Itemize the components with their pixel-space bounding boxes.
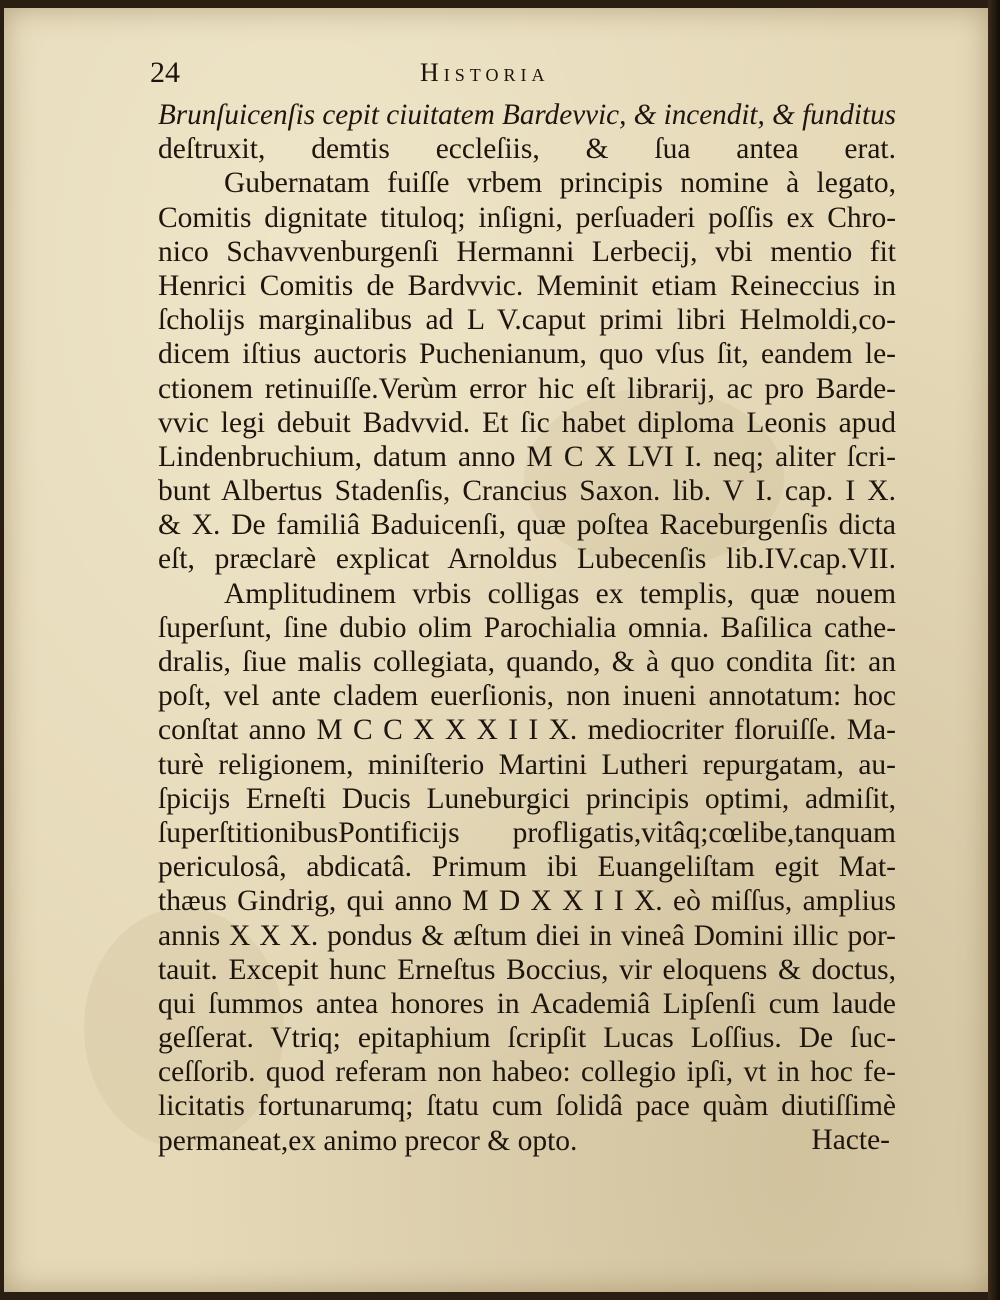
text-line: thæus Gindrig, qui anno M D X X I I X. eò miſſus, amplius (158, 885, 896, 918)
text-line: Brunſuicenſis cepit ciuitatem Bardevvic, & incendit, & funditus (158, 99, 897, 131)
text-line: vvic legi debuit Badvvid. Et ſic habet diploma Leonis apud (158, 406, 896, 439)
text-line: qui ſummos antea honores in Academiâ Lipſenſi cum laude (158, 987, 897, 1020)
text-line: periculosâ, abdicatâ. Primum ibi Euangeliſtam egit Mat- (158, 851, 896, 884)
text-line: & X. De familiâ Baduicenſi, quæ poſtea Raceburgenſis dicta (158, 509, 896, 542)
text-line: Lindenbruchium, datum anno M C X LVI I. neq; aliter ſcri- (158, 440, 896, 473)
text-line: Henrici Comitis de Bardvvic. Meminit etiam Reineccius in (158, 269, 896, 302)
text-line: ſuperſtitionibusPontificijs profligatis,vitâq;cœlibe,tanquam (158, 816, 896, 849)
text-line: bunt Albertus Stadenſis, Crancius Saxon. lib. V I. cap. I X. (158, 475, 896, 508)
text-line: dicem iſtius auctoris Puchenianum, quo vſus ſit, eandem le- (158, 338, 896, 371)
text-line: geſſerat. Vtriq; epitaphium ſcripſit Lucas Loſſius. De ſuc- (158, 1022, 897, 1055)
text-line: turè religionem, miniſterio Martini Lutheri repurgatam, au- (158, 748, 897, 781)
text-line: poſt, vel ante cladem euerſionis, non inueni annotatum: hoc (158, 680, 897, 713)
text-line: licitatis fortunarumq; ſtatu cum ſolidâ pace quàm diutiſſimè (158, 1090, 897, 1123)
text-line: permaneat,ex animo precor & opto. (158, 1124, 578, 1157)
body-text (158, 98, 896, 1158)
page-number: 24 (150, 56, 180, 89)
text-line: Comitis dignitate tituloq; inſigni, perſuaderi poſſis ex Chro- (158, 201, 897, 234)
text-line: tauit. Excepit hunc Erneſtus Boccius, vir eloquens & doctus, (158, 953, 897, 986)
text-line: ſpicijs Erneſti Ducis Luneburgici principis optimi, admiſit, (158, 782, 896, 815)
text-line: annis X X X. pondus & æſtum diei in vineâ Domini illic por- (158, 919, 896, 952)
text-line: conſtat anno M C C X X X I I X. mediocriter floruiſſe. Ma- (158, 714, 896, 747)
page-header (150, 56, 890, 96)
text-line: dralis, ſiue malis collegiata, quando, & à quo condita ſit: an (158, 646, 897, 678)
book-spine-edge (988, 0, 1000, 1300)
text-line: Amplitudinem vrbis colligas ex templis, quæ nouem (224, 577, 897, 610)
text-line: ceſſorib. quod referam non habeo: collegio ipſi, vt in hoc fe- (158, 1056, 896, 1089)
text-line: nico Schavvenburgenſi Hermanni Lerbecij, vbi mentio fit (158, 235, 896, 268)
running-title: Historia (420, 58, 550, 87)
text-line: eſt, præclarè explicat Arnoldus Lubecenſis lib.IV.cap.VII. (158, 543, 897, 576)
text-line: ctionem retinuiſſe.Verùm error hic eſt librarij, ac pro Barde- (158, 372, 896, 405)
text-line: ſcholijs marginalibus ad L V.caput primi libri Helmoldi,co- (158, 304, 896, 337)
text-line: deſtruxit, demtis eccleſiis, & ſua antea erat. (158, 133, 896, 166)
text-line: ſuperſunt, ſine dubio olim Parochialia omnia. Baſilica cathe- (158, 611, 897, 644)
text-line: Gubernatam fuiſſe vrbem principis nomine à legato, (224, 167, 896, 200)
catchword: Hacte- (811, 1124, 890, 1156)
